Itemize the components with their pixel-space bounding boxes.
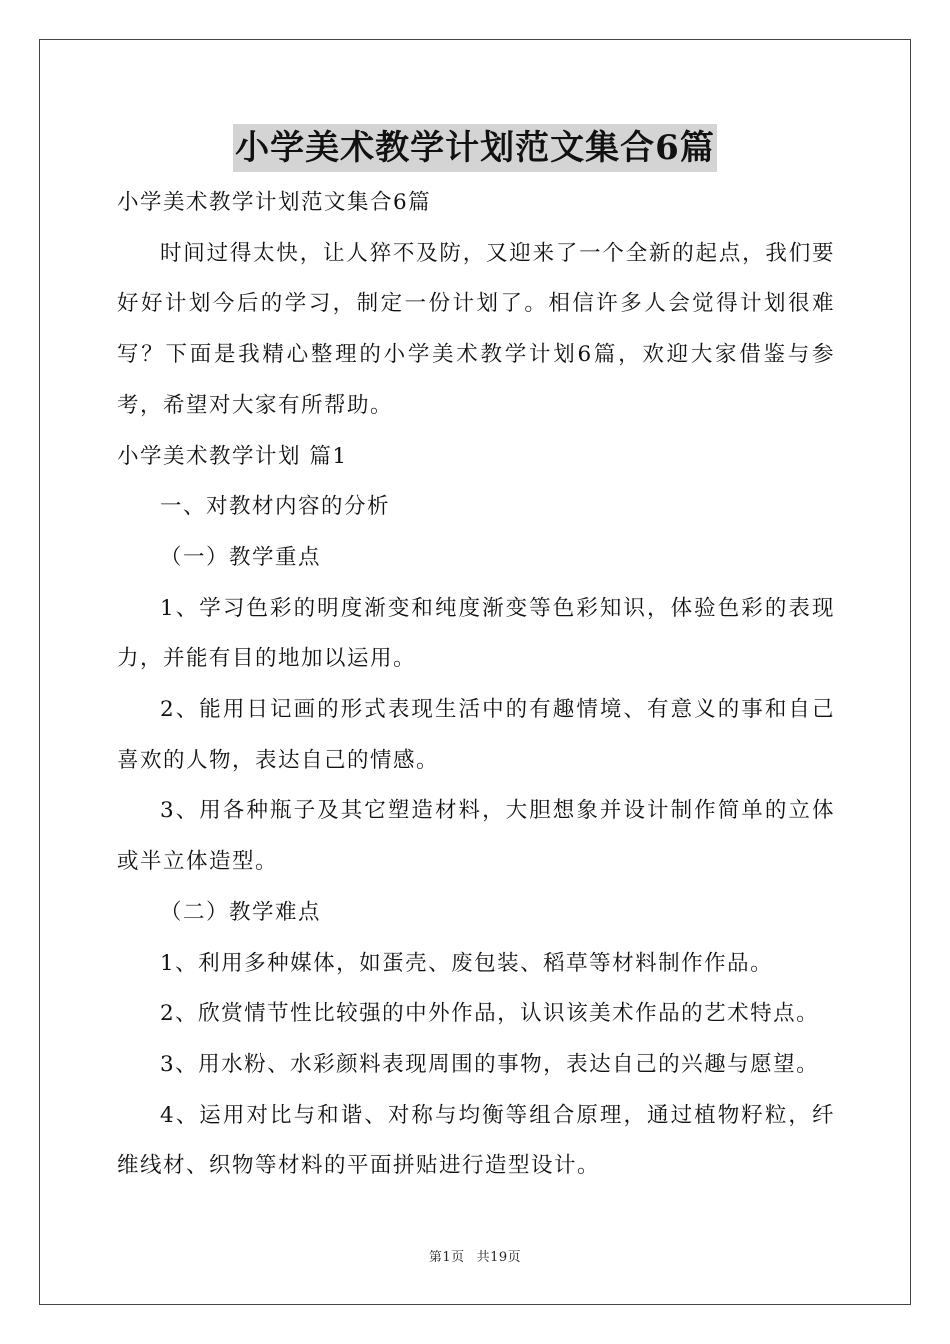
intro-paragraph: 时间过得太快，让人猝不及防，又迎来了一个全新的起点，我们要好好计划今后的学习，制定一份计划了。相信许多人会觉得计划很难写？下面是我精心整理的小学美术教学计划6篇，欢迎大家借鉴与参考，希望对大家有所帮助。 (117, 240, 835, 418)
list-item: 3、用各种瓶子及其它塑造材料，大胆想象并设计制作简单的立体或半立体造型。 (117, 798, 835, 875)
subsection-heading-difficulty: （二）教学难点 (160, 899, 322, 925)
subsection-heading-focus: （一）教学重点 (160, 544, 322, 570)
list-item: 3、用水粉、水彩颜料表现周围的事物，表达自己的兴趣与愿望。 (160, 1051, 820, 1077)
page-number: 第1页 (428, 1250, 465, 1265)
document-body (117, 178, 835, 1192)
subtitle-line: 小学美术教学计划范文集合6篇 (117, 190, 432, 215)
list-item: 4、运用对比与和谐、对称与均衡等组合原理，通过植物籽粒，纤维线材、织物等材料的平面拼贴进行造型设计。 (117, 1102, 835, 1179)
chapter-heading: 一、对教材内容的分析 (160, 494, 391, 520)
title-container (0, 124, 950, 172)
document-title: 小学美术教学计划范文集合6篇 (233, 124, 717, 172)
list-item: 1、利用多种媒体，如蛋壳、废包装、稻草等材料制作作品。 (160, 950, 774, 976)
list-item: 1、学习色彩的明度渐变和纯度渐变等色彩知识，体验色彩的表现力，并能有目的地加以运用。 (117, 595, 835, 672)
list-item: 2、能用日记画的形式表现生活中的有趣情境、有意义的事和自己喜欢的人物，表达自己的情感。 (117, 697, 835, 773)
page-footer (0, 1246, 950, 1265)
list-item: 2、欣赏情节性比较强的中外作品，认识该美术作品的艺术特点。 (160, 1001, 820, 1027)
section-heading: 小学美术教学计划 篇1 (117, 443, 348, 469)
page-total: 共19页 (476, 1250, 522, 1265)
